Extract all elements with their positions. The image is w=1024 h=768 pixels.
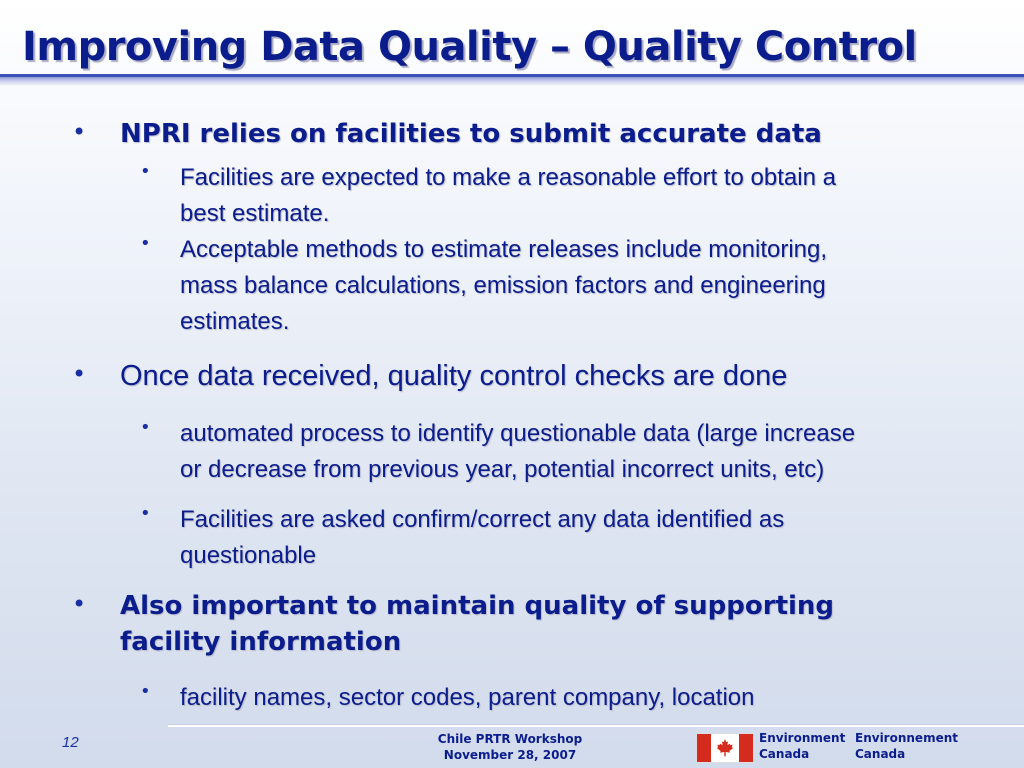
canada-flag-icon (696, 733, 754, 763)
sub-bullet-line: or decrease from previous year, potential incorrect units, etc) (180, 456, 825, 483)
flag-left-bar (697, 734, 711, 762)
slide-title: Improving Data Quality – Quality Control (22, 24, 917, 70)
org-fr-line: Canada (855, 747, 906, 761)
bullet-1-sub-2 (140, 232, 828, 340)
bullet-marker: • (72, 590, 87, 618)
sub-bullet-line: Facilities are asked confirm/correct any data identified as (180, 506, 785, 533)
sub-bullet-line: Acceptable methods to estimate releases include monitoring, (180, 236, 828, 263)
bullet-1-sub-1 (140, 160, 836, 232)
sub-bullet-line: estimates. (180, 308, 290, 335)
sub-bullet-line: best estimate. (180, 200, 330, 227)
slide-number: 12 (62, 734, 79, 751)
workshop-name: Chile PRTR Workshop (437, 732, 583, 746)
sub-bullet-marker: • (140, 161, 151, 182)
org-name-english (759, 730, 845, 762)
flag-right-bar (739, 734, 753, 762)
maple-leaf-icon (715, 738, 735, 758)
org-name-french (855, 730, 958, 762)
bullet-2 (72, 358, 788, 394)
org-fr-line: Environnement (855, 731, 958, 745)
sub-bullet-marker: • (140, 417, 151, 438)
org-en-line: Canada (759, 747, 810, 761)
sub-bullet-marker: • (140, 681, 151, 702)
bullet-2-sub-2 (140, 502, 785, 574)
title-underline (0, 74, 1024, 86)
bullet-3-sub-1 (140, 680, 755, 716)
org-en-line: Environment (759, 731, 846, 745)
workshop-date: November 28, 2007 (443, 748, 577, 762)
sub-bullet-line: Facilities are expected to make a reasonable effort to obtain a (180, 164, 836, 191)
sub-bullet-line: mass balance calculations, emission factors and engineering (180, 272, 826, 299)
bullet-1-text: NPRI relies on facilities to submit accurate data (120, 119, 822, 149)
bullet-marker: • (72, 118, 87, 146)
bullet-3 (72, 588, 835, 660)
sub-bullet-marker: • (140, 503, 151, 524)
sub-bullet-line: facility names, sector codes, parent company, location (180, 684, 755, 711)
bullet-3-line: facility information (120, 627, 402, 657)
bullet-3-line: Also important to maintain quality of supporting (120, 591, 835, 621)
sub-bullet-line: questionable (180, 542, 317, 569)
sub-bullet-marker: • (140, 233, 151, 254)
bullet-marker: • (72, 360, 87, 388)
sub-bullet-line: automated process to identify questionable data (large increase (180, 420, 856, 447)
bullet-2-sub-1 (140, 416, 856, 488)
bullet-1 (72, 116, 822, 152)
workshop-label (420, 731, 600, 763)
bullet-2-text: Once data received, quality control checks are done (120, 360, 788, 392)
footer-divider (168, 724, 1024, 727)
flag-center (711, 734, 739, 762)
